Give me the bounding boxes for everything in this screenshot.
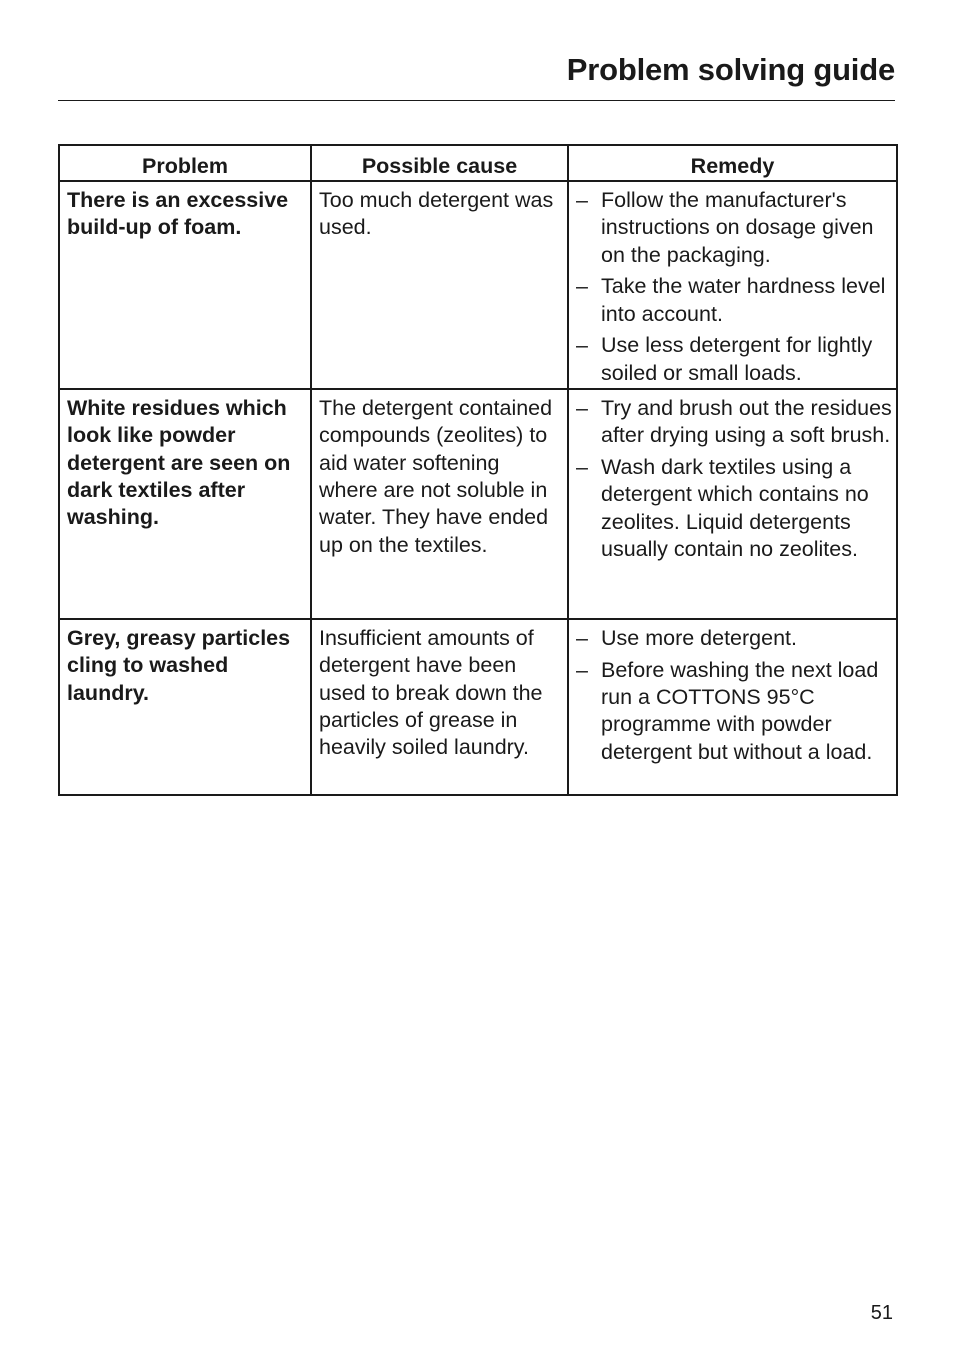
- dash-bullet: –: [576, 455, 588, 480]
- dash-bullet: –: [576, 188, 588, 212]
- remedy-text: Use less detergent for lightly soiled or small loads.: [601, 333, 873, 385]
- table-row: [59, 181, 897, 389]
- cause-cell: Too much detergent was used.: [311, 181, 568, 389]
- remedy-item: [576, 187, 892, 269]
- remedy-item: [576, 454, 892, 563]
- problem-cell: White residues which look like powder detergent are seen on dark textiles after washing.: [59, 389, 311, 619]
- remedy-item: [576, 332, 892, 387]
- header-problem: Problem: [59, 145, 311, 181]
- page-number: 51: [870, 1302, 893, 1324]
- table-row: [59, 619, 897, 795]
- remedy-item: [576, 657, 892, 766]
- remedy-cell: [568, 389, 897, 619]
- remedy-cell: [568, 181, 897, 389]
- header-possible-cause: Possible cause: [311, 145, 568, 181]
- remedy-item: [576, 273, 892, 328]
- remedy-list: [576, 395, 892, 563]
- remedy-text: Use more detergent.: [601, 626, 797, 651]
- remedy-cell: [568, 619, 897, 795]
- table-row: [59, 389, 897, 619]
- page-title: Problem solving guide: [566, 52, 895, 87]
- problem-solving-table: [58, 144, 898, 796]
- dash-bullet: –: [576, 396, 588, 421]
- remedy-text: Wash dark textiles using a detergent which contains no zeolites. Liquid detergents usually contain no zeolites.: [601, 455, 869, 562]
- remedy-text: Take the water hardness level into account.: [601, 274, 886, 326]
- remedy-list: [576, 625, 892, 766]
- problem-cell: Grey, greasy particles cling to washed laundry.: [59, 619, 311, 795]
- dash-bullet: –: [576, 333, 588, 358]
- remedy-list: [576, 187, 892, 387]
- table-header-row: [59, 145, 897, 181]
- remedy-text: Follow the manufacturer's instructions on dosage given on the packaging.: [601, 188, 874, 267]
- dash-bullet: –: [576, 657, 588, 682]
- remedy-item: [576, 625, 892, 652]
- remedy-text: Before washing the next load run a COTTONS 95°C programme with powder detergent but without a load.: [601, 657, 879, 764]
- header-remedy: Remedy: [568, 145, 897, 181]
- remedy-text: Try and brush out the residues after drying using a soft brush.: [601, 396, 892, 448]
- problem-cell: There is an excessive build-up of foam.: [59, 181, 311, 389]
- dash-bullet: –: [576, 626, 588, 651]
- dash-bullet: –: [576, 274, 588, 299]
- cause-cell: Insufficient amounts of detergent have been used to break down the particles of grease in heavily soiled laundry.: [311, 619, 568, 795]
- cause-cell: The detergent contained compounds (zeolites) to aid water softening where are not soluble in water. They have ended up on the textiles.: [311, 389, 568, 619]
- remedy-item: [576, 395, 892, 450]
- title-divider: [58, 100, 895, 101]
